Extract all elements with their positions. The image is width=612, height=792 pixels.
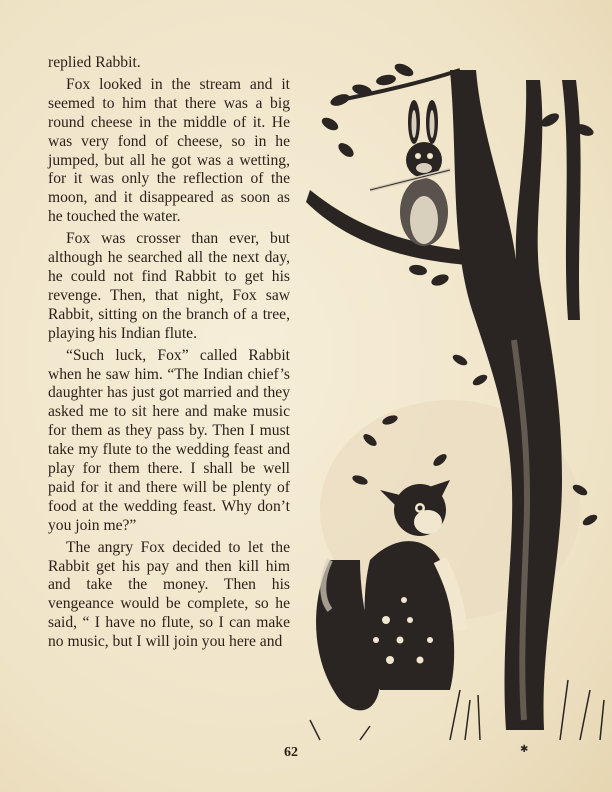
story-paragraph: “Such luck, Fox” called Rabbit when he saw him. “The Indian chief’s daughter has just got married and they asked me to sit here and make music for them as they pass by. Then I must take my flute to the wedding feast and play for them there. I shall be well paid for it and there will be plenty of food at the wedding feast. Why don’t you join me?” — [48, 346, 290, 534]
fox-and-rabbit-illustration — [300, 40, 612, 780]
story-text-column — [48, 54, 290, 655]
story-paragraph: The angry Fox decided to let the Rabbit get his pay and then kill him and take the money. Then his vengeance would be complete, so he said, “ I have no flute, so I can make no music, but I will join you here and — [48, 538, 290, 651]
tree-trunk — [450, 70, 562, 730]
story-paragraph: replied Rabbit. — [48, 54, 141, 71]
tree-branch — [306, 190, 482, 266]
story-paragraph: Fox looked in the stream and it seemed to him that there was a big round cheese in the middle of it. He was very fond of cheese, so in he jumped, but all he got was a wetting, for it was only the reflection of the moon, and it disappeared as soon as he touched the water. — [48, 75, 290, 226]
flower-icon: ✱ — [520, 744, 529, 755]
story-paragraph: Fox was crosser than ever, but although he searched all the next day, he could not find Rabbit to get his revenge. Then, that night, Fox saw Rabbit, sitting on the branch of a tree, playing his Indian flute. — [48, 230, 290, 342]
tree-trunk-right — [562, 80, 581, 320]
page-number: 62 — [284, 745, 298, 760]
